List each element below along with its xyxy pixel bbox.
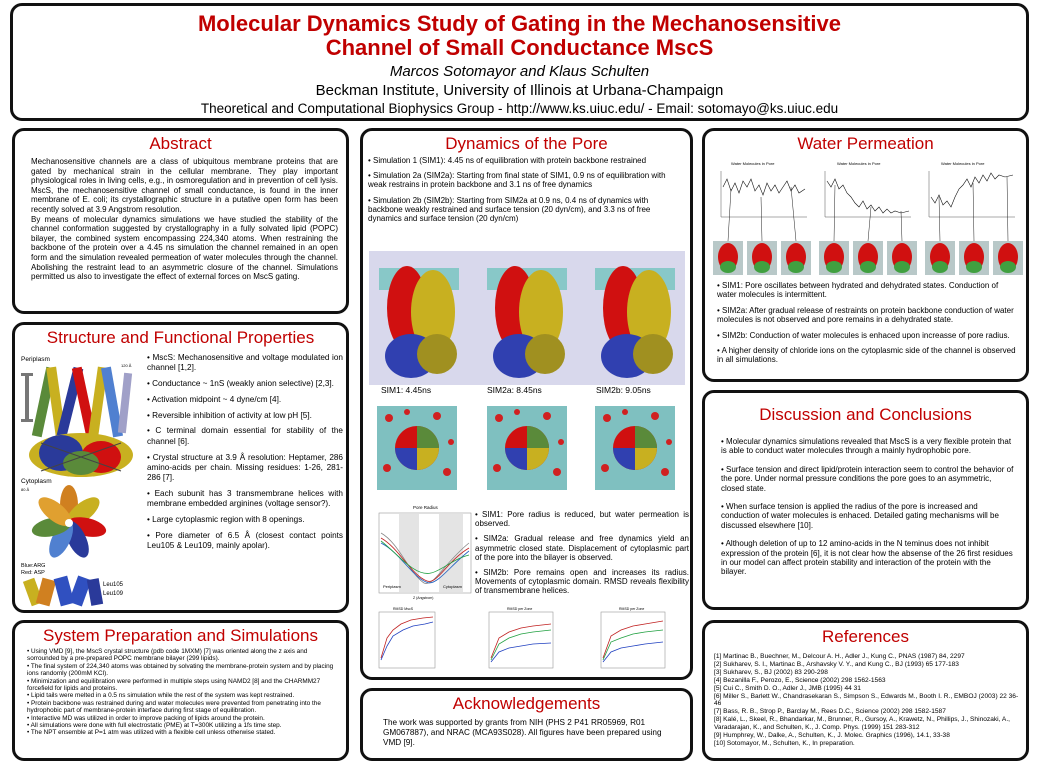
sim2b-top-view <box>595 406 675 490</box>
snapshot-connectors <box>728 177 1008 241</box>
reference-item: [8] Kalé, L., Skeel, R., Bhandarkar, M., Brunner, R., Gursoy, A., Krawetz, N., Phillips, J., Shinozaki, A., Varadarajan, K., and Schulten, K., J. Comp. Phys. (1999) 151 283-312 <box>714 716 1010 732</box>
pore-result: • SIM2a: Gradual release and free dynamics yield an asymmetric closed state. Displacement of cytoplasmic part of the pore into the bilayer is observed. <box>475 534 689 562</box>
simulation-description: • Simulation 2b (SIM2b): Starting from SIM2a at 0.9 ns, 0.4 ns of dynamics with backbone weakly restrained and surface tension (20 dyn/cm), and 3.3 ns of free dynamics and surface tension (20 dyn/cm) <box>368 195 651 224</box>
poster-title-line1: Molecular Dynamics Study of Gating in the Mechanosensitive <box>197 11 842 36</box>
water-permeation-figure <box>711 157 1025 277</box>
poster-title-line2: Channel of Small Conductance MscS <box>325 35 714 60</box>
structure-bullet: • Each subunit has 3 transmembrane helices with membrane embedded arginines (voltage sensor?). <box>147 488 343 509</box>
water-plot-sim2b <box>929 161 1015 217</box>
sysprep-bullet: • The final system of 224,340 atoms was obtained by solvating the membrane-protein system and by placing ions randomly (200mM KCl). <box>27 662 334 678</box>
scale-top-label: 120 Å <box>121 363 132 368</box>
pore-result: • SIM1: Pore radius is reduced, but water permeation is observed. <box>475 510 689 529</box>
side-view-protein <box>29 367 133 477</box>
pore-dynamics-panel <box>360 128 693 680</box>
reference-item: [1] Martinac B., Buechner, M., Delcour A. H., Adler J., Kung C., PNAS (1987) 84, 2297 <box>714 653 965 660</box>
water-plot-title: Water Molecules in Pore <box>837 161 881 166</box>
water-plot-title: Water Molecules in Pore <box>731 161 775 166</box>
reference-item: [7] Bass, R. B., Strop P., Barclay M., Rees D.C., Science (2002) 298 1582-1587 <box>714 708 946 716</box>
structure-bullet-list <box>147 353 343 557</box>
references-panel <box>702 620 1029 761</box>
structure-bullet: • Conductance ~ 1nS (weakly anion selective) [2,3]. <box>147 379 334 389</box>
discussion-panel <box>702 390 1029 610</box>
pore-dynamics-figure <box>369 243 685 675</box>
structure-bullet: • MscS: Mechanosensitive and voltage modulated ion channel [1,2]. <box>147 353 343 373</box>
authors: Marcos Sotomayor and Klaus Schulten <box>389 63 650 80</box>
structure-bullet: • Crystal structure at 3.9 Å resolution: Heptamer, 286 amino-acids per chain. Missing residues: 1-26, 281-286 [7]. <box>147 452 343 483</box>
radius-xlabel: Z (Angstrom) <box>413 596 434 600</box>
water-snapshots-row <box>713 241 1023 275</box>
abstract-paragraph-2: By means of molecular dynamics simulations we have studied the stability of the channel conformation suggested by crystallography in a fully solvated lipid (POPC) bilayer, the combined system encompassing 224,340 atoms. When restraining the backbone of the protein over a 4.45 ns simulation the channel remained in an open form and the simulation revealed permeation of water molecules through the channel. Abolishing the restraint lead to an asymmetric closure of the channel. Simulations permitted us also to investigate the effect of external forces on MscS gating. <box>31 214 338 282</box>
simulation-description: • Simulation 2a (SIM2a): Starting from final state of SIM1, 0.9 ns of equilibration with weak restrains in protein backbone and 3.1 ns of free dynamics <box>368 171 666 190</box>
reference-item: [5] Cui C., Smith D. O., Adler J., JMB (1995) 44 31 <box>714 684 861 692</box>
legend-arg-label: Blue:ARG <box>21 563 46 569</box>
cytoplasm-label: Cytoplasm <box>21 478 52 485</box>
water-permeation-panel <box>702 128 1029 382</box>
structure-bullet: • C terminal domain essential for stability of the channel [6]. <box>147 426 343 446</box>
sim1-label: SIM1: 4.45ns <box>381 385 432 395</box>
rmsd-title-1: RMSD MscS <box>393 607 414 611</box>
sysprep-bullet: • All simulations were done with full electrostatic (PME) at T=300K utilizing a 1fs time step. <box>27 722 282 730</box>
institution: Beckman Institute, University of Illinois at Urbana-Champaign <box>315 82 724 99</box>
sim2a-side-view <box>487 266 567 378</box>
abstract-panel <box>12 128 349 314</box>
legend-asp-label: Red: ASP <box>21 570 45 576</box>
top-view-protein <box>30 485 108 561</box>
water-observation: • SIM2a: After gradual release of restraints on protein backbone conduction of water molecules is not observed and pore remains in a dehydrated state. <box>717 305 1014 325</box>
reference-item: [3] Sukharev, S., BJ (2002) 83 290-298 <box>714 668 828 676</box>
discussion-item: • Although deletion of up to 12 amino-acids in the N teminus does not inhibit expression of the protein [6], it is not clear how the absense of the 26 first residues in our model can affect protein stability and interaction of the protein with the bilayer. <box>721 539 1013 577</box>
periplasm-label: Periplasm <box>21 356 50 363</box>
leu109-label: Leu109 <box>103 591 124 597</box>
sim2b-label: SIM2b: 9.05ns <box>596 385 651 395</box>
rmsd-zone-plot-a <box>489 607 553 668</box>
sim2b-side-view <box>595 266 675 378</box>
sysprep-bullet: • Using VMD [9], the MscS crystal structure (pdb code 1MXM) [7] was oriented along the z axis and sorrounded by a pre-prepared POPC membrane bilayer (299 lipids). <box>27 648 308 663</box>
reference-item: [2] Sukharev, S. I., Martinac B., Arshavsky V. Y., and Kung C., BJ (1993) 65 177-183 <box>714 660 959 668</box>
structure-bullet: • Reversible inhibition of activity at low pH [5]. <box>147 410 312 420</box>
sysprep-bullet: • The NPT ensemble at P=1 atm was utilized with a flexible cell unless otherwise stated. <box>27 729 276 737</box>
structure-title: Structure and Functional Properties <box>46 328 315 347</box>
membrane-scale-bar <box>25 375 29 421</box>
sysprep-bullet: • Interactive MD was utilized in order to improve packing of lipids around the protein. <box>27 714 265 722</box>
pore-helices-figure <box>23 575 103 606</box>
water-plot-sim1 <box>721 161 807 217</box>
sim2a-label: SIM2a: 8.45ns <box>487 385 542 395</box>
structure-panel <box>12 322 349 613</box>
reference-item: [6] Miller S., Barlett W., Chandrasekaran S., Simpson S., Edwards M., Booth I. R., EMBOJ (2003) 22 36-46 <box>714 692 1019 708</box>
scale-bottom-label: 80 Å <box>21 487 30 492</box>
rmsd-mscs-plot <box>379 607 435 668</box>
pore-radius-plot <box>379 505 471 600</box>
rmsd-title-3: RMSD per Zone <box>619 607 645 611</box>
system-preparation-panel <box>12 620 349 761</box>
water-observation: • SIM2b: Conduction of water molecules is enhaced upon increasse of pore radius. <box>717 330 1010 340</box>
water-plot-sim2a <box>825 161 911 217</box>
ack-text: The work was supported by grants from NIH (PHS 2 P41 RR05969, R01 GM067887), and NRAC (MCA93S028). All figures have been prepared using VMD [9]. <box>383 718 662 747</box>
reference-item: [10] Sotomayor, M., Schulten, K., In preparation. <box>714 739 855 747</box>
water-observation: • SIM1: Pore oscillates between hydrated and dehydrated states. Conduction of water molecules is intermittent. <box>717 281 999 300</box>
discussion-item: • When surface tension is applied the radius of the pore is increased and conduction of water molecules is enhaced. Detailed gating mechanisms will be discussed elsewhere [10]. <box>721 502 999 530</box>
sim1-top-view <box>377 406 457 490</box>
rmsd-zone-plot-b <box>601 607 665 668</box>
sysprep-bullet: • Lipid tails were melted in a 0.5 ns simulation while the rest of the system was kept restrained. <box>27 692 295 700</box>
radius-cytoplasm-label: Cytoplasm <box>443 584 462 589</box>
pore-radius-title: Pore Radius <box>413 505 438 510</box>
discussion-item: • Surface tension and direct lipid/protein interaction seem to control the behavior of the pore. Under normal pressure conditions the pore goes to an asymmetric, closed state. <box>721 464 1014 493</box>
discussion-title: Discussion and Conclusions <box>759 405 972 424</box>
sysprep-title: System Preparation and Simulations <box>43 626 318 645</box>
references-title: References <box>822 627 909 646</box>
radius-periplasm-label: Periplasm <box>383 584 401 589</box>
abstract-paragraph-1: Mechanosensitive channels are a class of ubiquitous membrane proteins that are gated by mechanical strain in the cellular membrane. They play important physiological roles in living cells, e.g., in osmoregulation and in prevention of cell lysis. MscS, the mechanosensitive channel of small conductance, is found in the inner membrane of E. coli; its crystallographic structure in a putative open form has been recently solved at 3.9 Angstrom resolution. <box>31 157 338 214</box>
acknowledgements-panel <box>360 688 693 761</box>
discussion-item: • Molecular dynamics simulations revealed that MscS is a very flexible protein that is able to conduct water molecules through a mainly hydrophobic pore. <box>721 437 1012 456</box>
rmsd-title-2: RMSD per Zone <box>507 607 533 611</box>
sysprep-bullet: • Protein backbone was restrained during and water molecules were prevented from penetrating into the hydrophobic part of membrane-protein interface during first stage of equilibration. <box>27 699 321 715</box>
leu105-label: Leu105 <box>103 582 124 588</box>
mscs-structure-figure <box>21 353 145 609</box>
abstract-title: Abstract <box>149 134 212 153</box>
pore-result: • SIM2b: Pore remains open and increases its radius. Movements of cytoplasmic domain. RMSD reveals flexibility of transmembrane helices. <box>475 568 689 596</box>
sysprep-bullet-list <box>15 646 346 737</box>
pore-title: Dynamics of the Pore <box>445 134 608 153</box>
poster-header <box>10 3 1029 121</box>
water-title: Water Permeation <box>797 134 934 153</box>
sysprep-bullet: • Minimization and equilibration were performed in multiple steps using NAMD2 [8] and the CHARMM27 forcefield for lipids and proteins. <box>27 677 321 693</box>
ack-title: Acknowledgements <box>452 694 601 713</box>
structure-bullet: • Large cytoplasmic region with 8 openings. <box>147 515 305 525</box>
sim1-side-view <box>379 266 459 378</box>
simulation-description: • Simulation 1 (SIM1): 4.45 ns of equilibration with protein backbone restrained <box>368 156 647 165</box>
group-contact: Theoretical and Computational Biophysics Group - http://www.ks.uiuc.edu/ - Email: sotomayo@ks.uiuc.edu <box>200 101 839 116</box>
reference-item: [4] Bezanilla F., Perozo, E., Science (2002) 298 1562-1563 <box>714 676 886 684</box>
sim2a-top-view <box>487 406 567 490</box>
structure-bullet: • Activation midpoint ~ 4 dyne/cm [4]. <box>147 394 282 404</box>
water-observation: • A higher density of chloride ions on the cytoplasmic side of the channel is observed in all simulations. <box>717 346 1016 365</box>
reference-item: [9] Humphrey, W., Dalke, A., Schulten, K., J. Molec. Graphics (1996), 14.1, 33-38 <box>714 732 950 740</box>
structure-bullet: • Pore diameter of 6.5 Å (closest contact points Leu105 & Leu109, mainly apolar). <box>147 530 343 551</box>
water-plot-title: Water Molecules in Pore <box>941 161 985 166</box>
